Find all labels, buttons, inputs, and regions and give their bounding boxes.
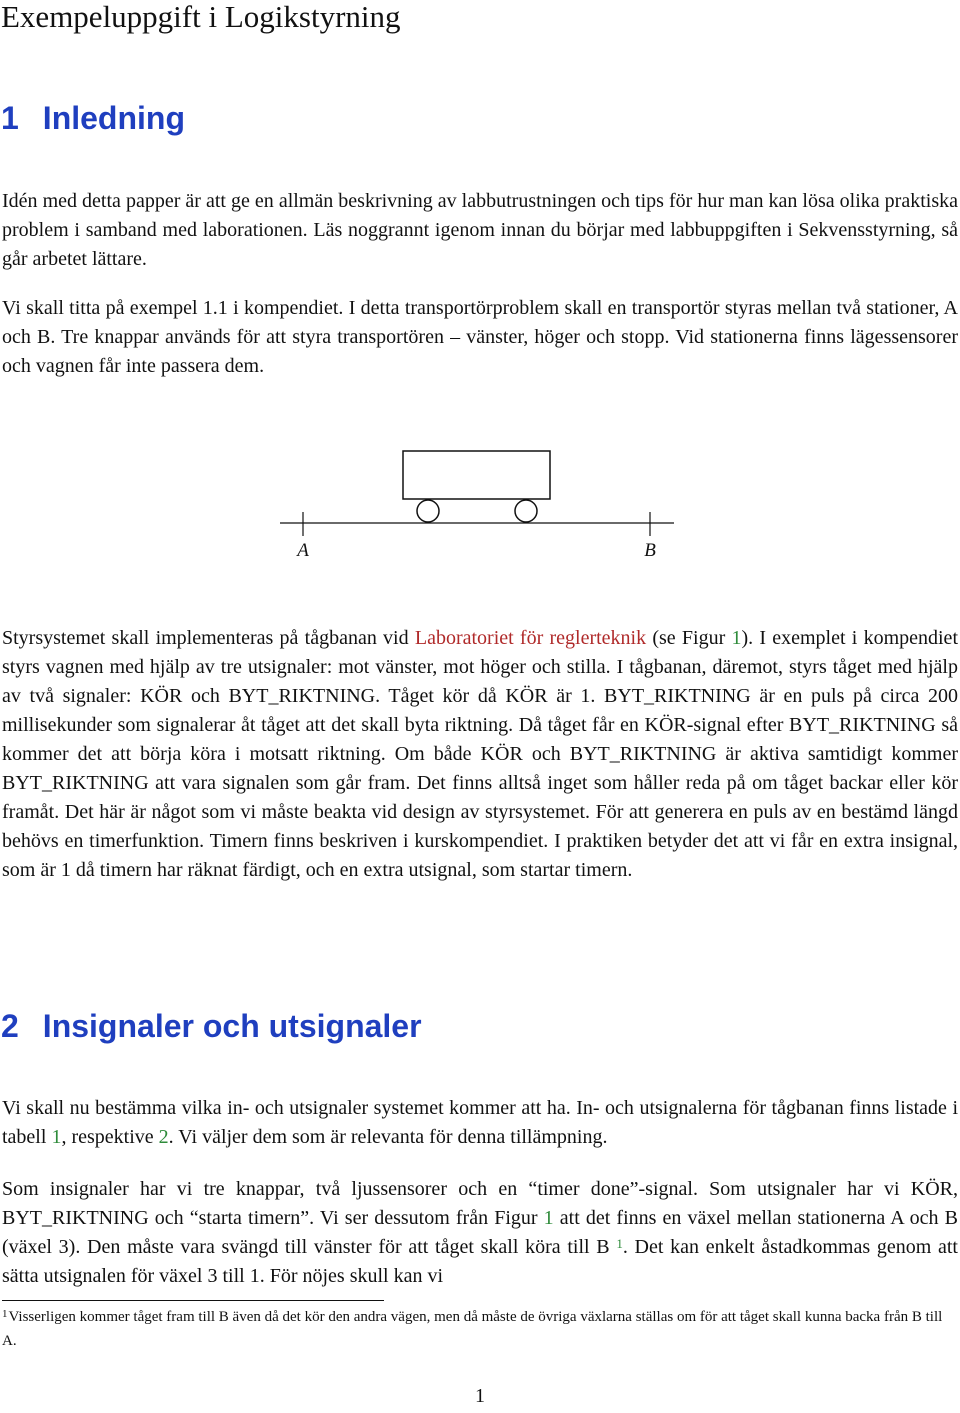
text-run: ). I exemplet i kompendiet styrs vagnen med hjälp av tre utsignaler: mot vänster, mot höger och stilla. I tågbanan, däremot, styrs tåget med hjälp av två signaler: KÖR och BYT_RIKTNING. Tåget kör då KÖR är 1. BYT_RIKTNING är en puls på circa 200 millisekunder som signalerar åt tåget att det skall byta riktning. Då tåget får en KÖR-signal efter BYT_RIKTNING så kommer det att börja köra i motsatt riktning. Om både KÖR och BYT_RIKTNING är aktiva samtidigt kommer BYT_RIKTNING att vara signalen som går fram. Det finns alltså inget som håller reda på om tåget backar eller kör framåt. Det här är något som vi måste beakta vid design av styrsystemet. För att generera en puls av en bestämd längd behövs en timerfunktion. Timern finns beskriven i kurskompendiet. I praktiken betyder det att vi får en extra insignal, som är 1 då timern har räknat färdigt, och en extra utsignal, som startar timern.: [2, 627, 958, 881]
text-run: . Det kan enkelt åstadkommas genom att sätta utsignalen för växel 3 till 1. För nöjes skull kan vi: [2, 1236, 958, 1287]
lab-link[interactable]: Laboratoriet för reglerteknik: [414, 627, 647, 649]
text-run: . Vi väljer dem som är relevanta för denna tillämpning.: [168, 1126, 608, 1148]
intro-paragraph: Idén med detta papper är att ge en allmän beskrivning av labbutrustningen och tips för hur man kan lösa olika praktiska problem i samband med laborationen. Läs noggrannt igenom innan du börjar med labbuppgiften i Sekvensstyrning, så går arbetet lättare.: [2, 190, 958, 270]
section-2-title: Insignaler och utsignaler: [42, 1008, 422, 1044]
document-title: Exempeluppgift i Logikstyrning: [1, 0, 401, 34]
page-number: 1: [475, 1385, 485, 1407]
wagon-wheel-right: [515, 500, 537, 522]
transporter-figure: [270, 444, 690, 574]
text-run: Vi skall nu bestämma vilka in- och utsignaler systemet kommer att ha. In- och utsignalerna för tågbanan finns listade i tabell: [2, 1097, 958, 1148]
text-run: Styrsystemet skall implementeras på tågbanan vid: [2, 627, 415, 649]
footnote-divider: [2, 1300, 384, 1301]
section-1-number: 1: [1, 100, 19, 136]
footnote: [2, 1305, 958, 1353]
footnote-ref-link[interactable]: 1: [616, 1236, 623, 1251]
inputs-paragraph: [2, 1175, 958, 1291]
station-b-label: B: [644, 540, 656, 561]
footnote-text: Visserligen kommer tåget fram till B även då det kör den andra vägen, men då måste de övriga växlarna ställas om för att tåget skall kunna backa från B till A.: [2, 1309, 943, 1349]
section-2-number: 2: [1, 1008, 19, 1044]
text-run: , respektive: [61, 1126, 159, 1148]
wagon-body: [403, 451, 550, 499]
table-1-ref-link[interactable]: 1: [51, 1126, 62, 1148]
footnote-mark: 1: [2, 1308, 8, 1320]
station-a-label: A: [297, 540, 309, 561]
table-2-ref-link[interactable]: 2: [158, 1126, 169, 1148]
track-paragraph: [2, 624, 958, 885]
section-1-heading: [1, 100, 185, 136]
section-1-title: Inledning: [42, 100, 185, 136]
problem-paragraph: Vi skall titta på exempel 1.1 i kompendiet. I detta transportörproblem skall en transportör styras mellan två stationer, A och B. Tre knappar används för att styra transportören – vänster, höger och stopp. Vid stationerna finns lägessensorer och vagnen får inte passera dem.: [2, 297, 958, 377]
text-run: (se Figur: [646, 627, 732, 649]
figure-ref-link[interactable]: 1: [731, 627, 742, 649]
text-run: Som insignaler har vi tre knappar, två ljussensorer och en “timer done”-signal. Som utsignaler har vi KÖR, BYT_RIKTNING och “starta timern”. Vi ser dessutom från Figur: [2, 1178, 958, 1229]
figure-ref-link[interactable]: 1: [543, 1207, 554, 1229]
signals-paragraph: [2, 1094, 958, 1152]
text-run: att det finns en växel mellan stationerna A och B (växel 3). Den måste vara svängd till vänster för att tåget skall köra till B: [2, 1207, 958, 1258]
section-2-heading: [1, 1008, 422, 1044]
wagon-wheel-left: [417, 500, 439, 522]
